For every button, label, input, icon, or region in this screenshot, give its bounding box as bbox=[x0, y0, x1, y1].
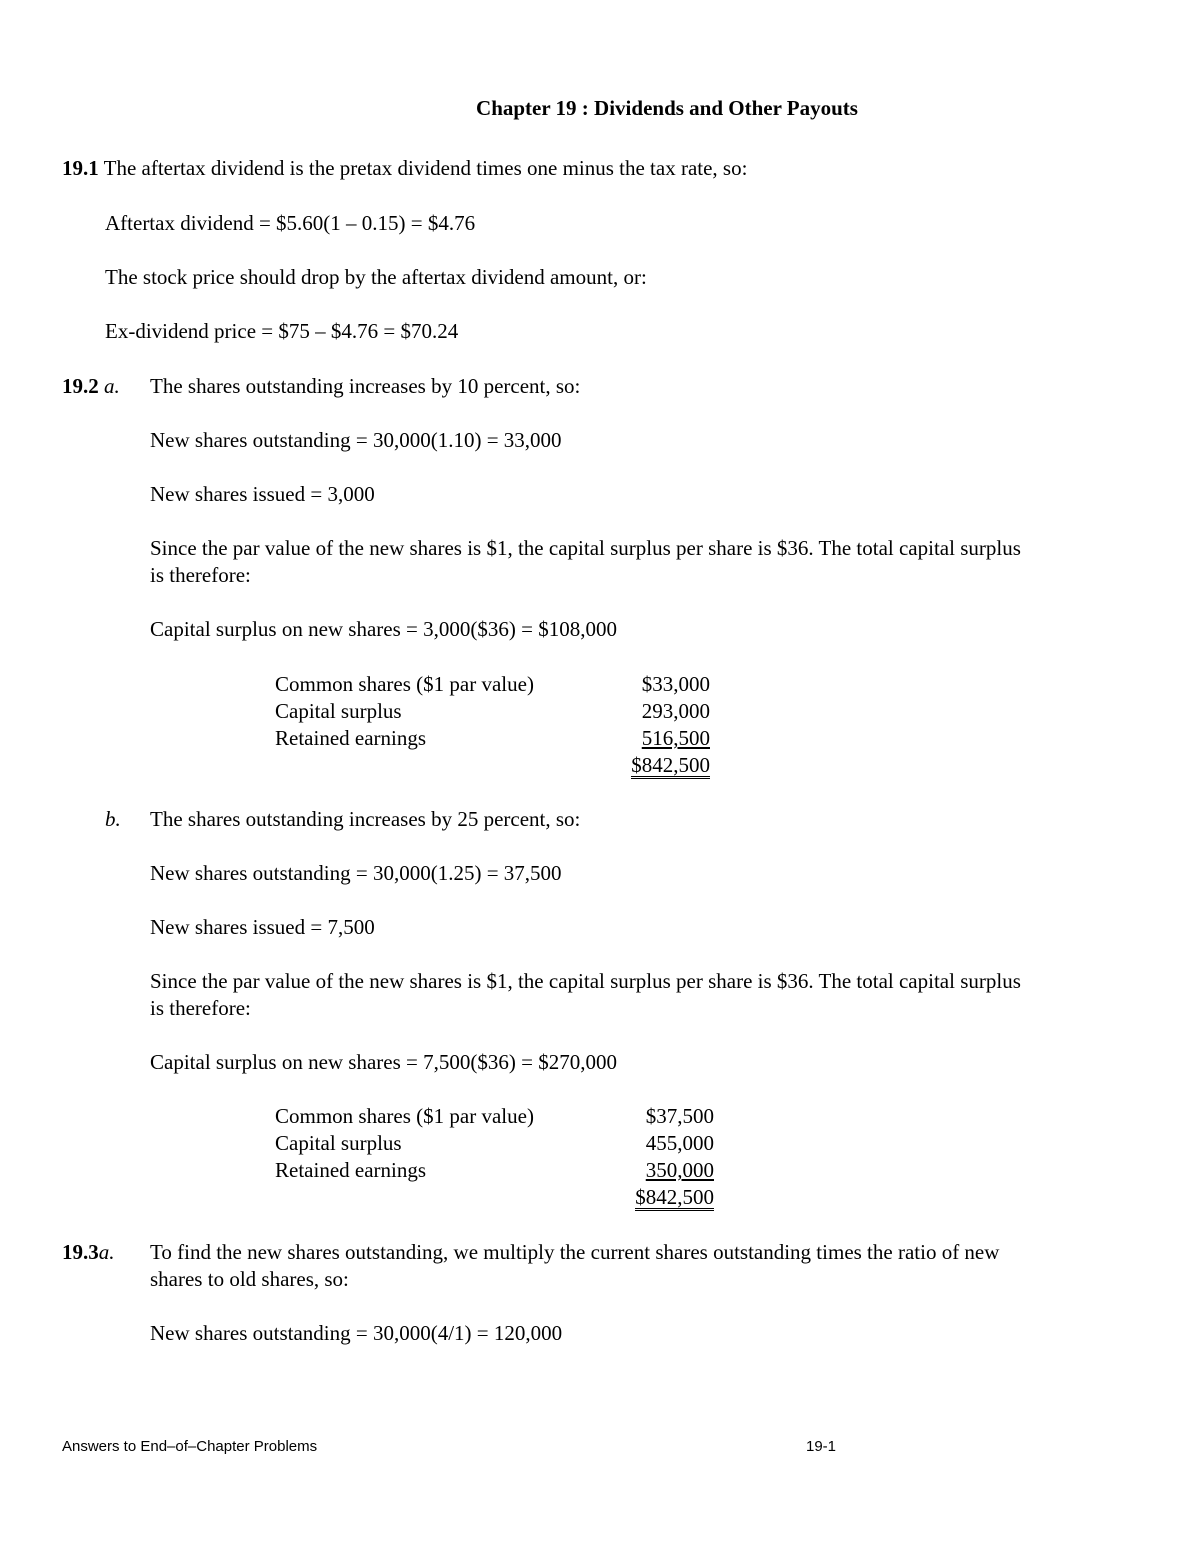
ex-dividend-equation: Ex-dividend price = $75 – $4.76 = $70.24 bbox=[105, 319, 459, 343]
part-a-par-text-2: is therefore: bbox=[150, 563, 251, 587]
problem-19-3-text-1: To find the new shares outstanding, we multiply the current shares outstanding times the ratio of new bbox=[150, 1240, 1000, 1264]
problem-19-2-number bbox=[62, 376, 120, 397]
problem-19-3-text-2: shares to old shares, so: bbox=[150, 1267, 349, 1291]
aftertax-equation: Aftertax dividend = $5.60(1 – 0.15) = $4.76 bbox=[105, 211, 476, 235]
part-b-surplus: Capital surplus on new shares = 7,500($36) = $270,000 bbox=[150, 1050, 617, 1074]
table-row-value: $33,000 bbox=[641, 672, 710, 696]
part-b-new-issued: New shares issued = 7,500 bbox=[150, 915, 375, 939]
problem-19-3-new-outstanding: New shares outstanding = 30,000(4/1) = 120,000 bbox=[150, 1321, 563, 1345]
part-label: a. bbox=[98, 1240, 115, 1264]
table-row-label: Retained earnings bbox=[275, 726, 427, 750]
table-row-label: Retained earnings bbox=[275, 1158, 427, 1182]
part-a-surplus: Capital surplus on new shares = 3,000($36) = $108,000 bbox=[150, 617, 617, 641]
problem-number: 19.1 bbox=[62, 156, 99, 180]
part-a-intro: The shares outstanding increases by 10 percent, so: bbox=[150, 374, 581, 398]
part-a-new-outstanding: New shares outstanding = 30,000(1.10) = 33,000 bbox=[150, 428, 562, 452]
table-row-label: Common shares ($1 par value) bbox=[275, 1104, 534, 1128]
problem-number: 19.3 bbox=[62, 1240, 99, 1264]
table-row-label: Capital surplus bbox=[275, 1131, 402, 1155]
part-b-label: b. bbox=[105, 807, 121, 831]
table-row-value: 455,000 bbox=[645, 1131, 714, 1155]
part-b-new-outstanding: New shares outstanding = 30,000(1.25) = 37,500 bbox=[150, 861, 562, 885]
table-row-value: $37,500 bbox=[645, 1104, 714, 1128]
table-row-value: 516,500 bbox=[641, 726, 710, 750]
part-a-new-issued: New shares issued = 3,000 bbox=[150, 482, 375, 506]
table-row-label: Capital surplus bbox=[275, 699, 402, 723]
part-label: a. bbox=[104, 374, 120, 398]
problem-19-1-intro bbox=[62, 158, 747, 179]
part-b-par-text-2: is therefore: bbox=[150, 996, 251, 1020]
page-title: Chapter 19 : Dividends and Other Payouts bbox=[476, 96, 858, 120]
page-number: 19-1 bbox=[806, 1438, 837, 1455]
table-row-label: Common shares ($1 par value) bbox=[275, 672, 534, 696]
part-b-intro: The shares outstanding increases by 25 percent, so: bbox=[150, 807, 581, 831]
part-b-par-text-1: Since the par value of the new shares is $1, the capital surplus per share is $36. The total capital surplus bbox=[150, 969, 1021, 993]
table-total-value: $842,500 bbox=[631, 753, 710, 777]
problem-number: 19.2 bbox=[62, 374, 99, 398]
problem-text: The aftertax dividend is the pretax dividend times one minus the tax rate, so: bbox=[98, 156, 748, 180]
problem-19-3-number bbox=[62, 1242, 115, 1263]
price-drop-text: The stock price should drop by the aftertax dividend amount, or: bbox=[105, 265, 647, 289]
part-a-par-text-1: Since the par value of the new shares is $1, the capital surplus per share is $36. The total capital surplus bbox=[150, 536, 1021, 560]
table-row-value: 293,000 bbox=[641, 699, 710, 723]
table-total-value: $842,500 bbox=[635, 1185, 714, 1209]
table-row-value: 350,000 bbox=[645, 1158, 714, 1182]
footer-title: Answers to End–of–Chapter Problems bbox=[62, 1438, 318, 1455]
